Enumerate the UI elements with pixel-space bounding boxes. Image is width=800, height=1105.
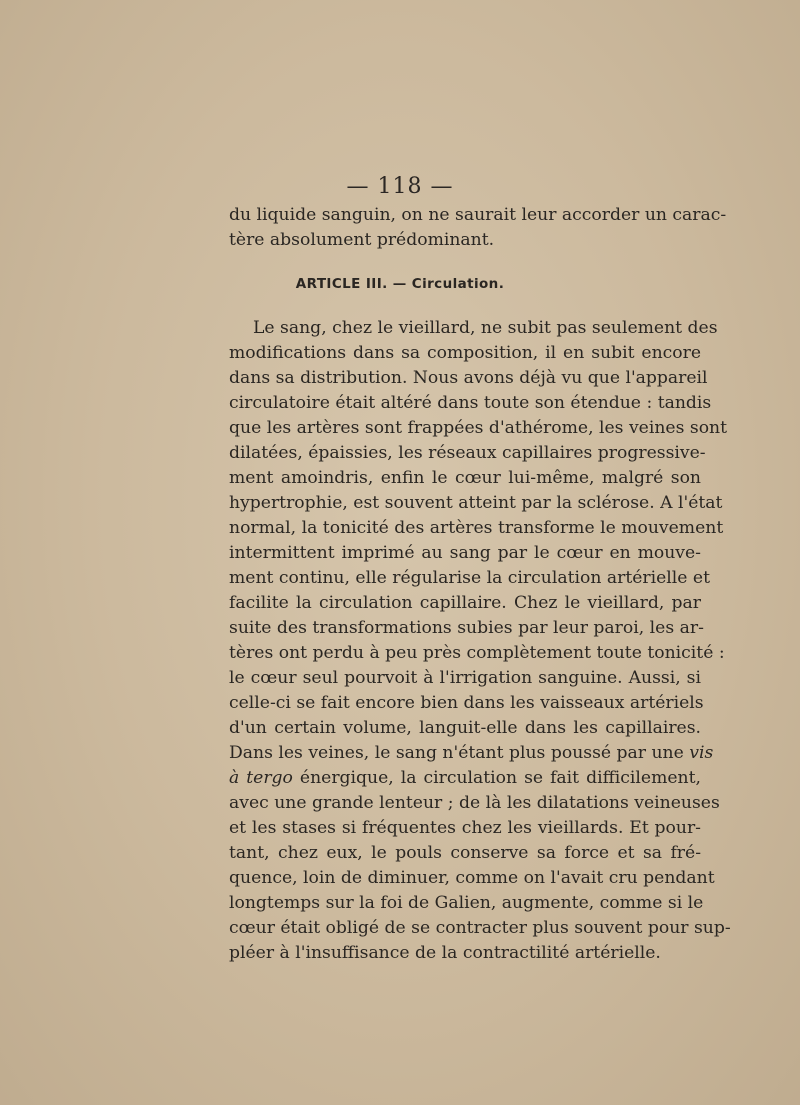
text-line: facilite la circulation capillaire. Chez le vieillard, par	[229, 593, 701, 613]
text-line: intermittent imprimé au sang par le cœur en mouve-	[229, 543, 701, 563]
text-span: Dans les veines, le sang n'étant plus poussé par une	[229, 743, 684, 763]
text-line: circulatoire était altéré dans toute son étendue : tandis	[229, 393, 712, 413]
text-line: pléer à l'insuffisance de la contractilité artérielle.	[229, 943, 661, 963]
body-paragraph	[229, 316, 731, 966]
text-line-with-italic	[229, 766, 701, 791]
italic-phrase: à tergo	[229, 768, 293, 788]
text-line: Le sang, chez le vieillard, ne subit pas seulement des	[253, 318, 718, 338]
text-line: ment continu, elle régularise la circulation artérielle et	[229, 568, 710, 588]
text-line: que les artères sont frappées d'athérome, les veines sont	[229, 418, 728, 438]
text-line: dilatées, épaissies, les réseaux capillaires progressive-	[229, 443, 706, 463]
text-line: suite des transformations subies par leur paroi, les ar-	[229, 618, 704, 638]
text-line: celle-ci se fait encore bien dans les vaisseaux artériels	[229, 693, 704, 713]
text-line: ment amoindris, enfin le cœur lui-même, malgré son	[229, 468, 701, 488]
text-line: cœur était obligé de se contracter plus souvent pour sup-	[229, 918, 731, 938]
page-number: — 118 —	[346, 174, 454, 199]
text-line: tère absolument prédominant.	[229, 230, 495, 250]
italic-phrase: vis	[689, 743, 714, 763]
intro-paragraph	[229, 203, 727, 253]
text-line: tères ont perdu à peu près complètement toute tonicité :	[229, 643, 725, 663]
article-heading: ARTICLE III. — Circulation.	[295, 276, 505, 292]
text-line: modifications dans sa composition, il en subit encore	[229, 343, 701, 363]
text-line: avec une grande lenteur ; de là les dilatations veineuses	[229, 793, 720, 813]
text-line: hypertrophie, est souvent atteint par la sclérose. A l'état	[229, 493, 723, 513]
text-line: tant, chez eux, le pouls conserve sa force et sa fré-	[229, 843, 701, 863]
text-line: le cœur seul pourvoit à l'irrigation sanguine. Aussi, si	[229, 668, 701, 688]
text-line: dans sa distribution. Nous avons déjà vu que l'appareil	[229, 368, 708, 388]
text-line: et les stases si fréquentes chez les vieillards. Et pour-	[229, 818, 701, 838]
text-line: quence, loin de diminuer, comme on l'avait cru pendant	[229, 868, 715, 888]
text-line: normal, la tonicité des artères transforme le mouvement	[229, 518, 724, 538]
text-line: d'un certain volume, languit-elle dans les capillaires.	[229, 718, 701, 738]
text-line: longtemps sur la foi de Galien, augmente, comme si le	[229, 893, 704, 913]
text-line: du liquide sanguin, on ne saurait leur accorder un carac-	[229, 205, 727, 225]
text-line-with-italic	[229, 741, 714, 766]
text-span: énergique, la circulation se fait difficilement,	[299, 768, 701, 788]
